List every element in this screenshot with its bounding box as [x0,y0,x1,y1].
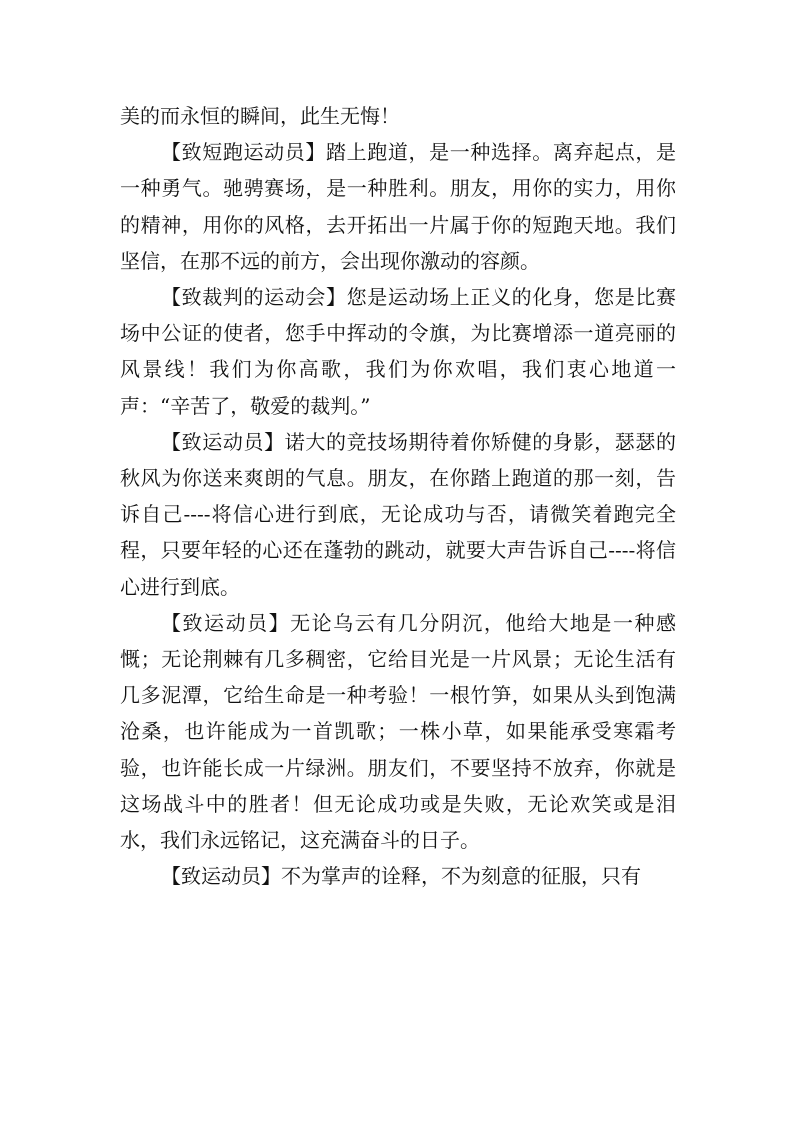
paragraph-athletes-applause: 【致运动员】不为掌声的诠释，不为刻意的征服，只有 [161,864,641,889]
paragraph-sprinter: 【致短跑运动员】踏上跑道，是一种选择。离弃起点，是一种勇气。驰骋赛场，是一种胜利。朋友，用你的实力，用你的精神，用你的风格，去开拓出一片属于你的短跑天地。我们坚信，在那不远的前方，会出现你激动的容颜。 [120,140,676,273]
paragraph-continuation: 美的而永恒的瞬间，此生无悔！ [120,104,400,128]
paragraph-athletes-arena: 【致运动员】诺大的竞技场期待着你矫健的身影，瑟瑟的秋风为你送来爽朗的气息。朋友，在你踏上跑道的那一刻，告诉自己----将信心进行到底，无论成功与否，请微笑着跑完全程，只要年轻的心还在蓬勃的跳动，就要大声告诉自己----将信心进行到底。 [120,429,676,599]
paragraph-referee: 【致裁判的运动会】您是运动场上正义的化身，您是比赛场中公证的使者，您手中挥动的令旗，为比赛增添一道亮丽的风景线！我们为你高歌，我们为你欢唱，我们衷心地道一声：“辛苦了，敬爱的裁判。” [120,285,676,418]
document-body [120,98,676,894]
paragraph-athletes-clouds: 【致运动员】无论乌云有几分阴沉，他给大地是一种感慨；无论荆棘有几多稠密，它给目光是一片风景；无论生活有几多泥潭，它给生命是一种考验！一根竹笋，如果从头到饱满沧桑，也许能成为一首凯歌；一株小草，如果能承受寒霜考验，也许能长成一片绿洲。朋友们，不要坚持不放弃，你就是这场战斗中的胜者！但无论成功或是失败，无论欢笑或是泪水，我们永远铭记，这充满奋斗的日子。 [120,610,676,853]
